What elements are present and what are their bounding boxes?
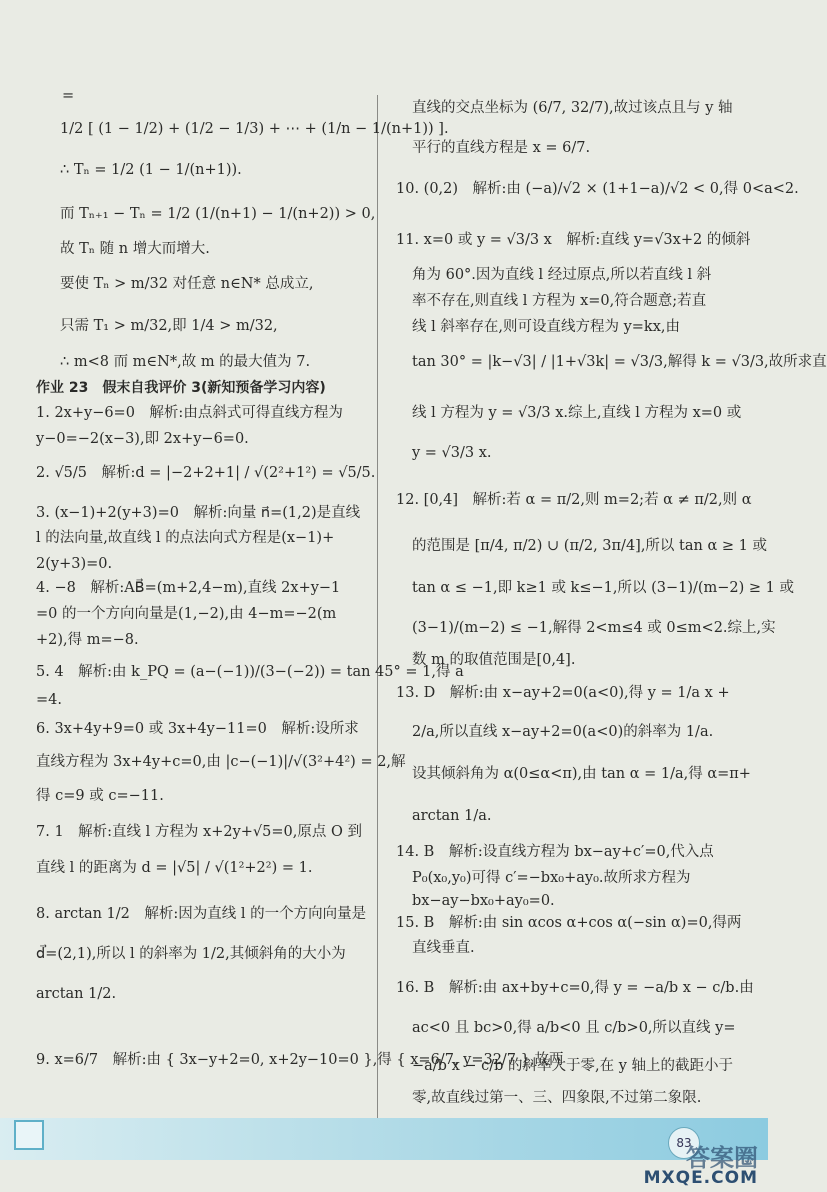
text-line: tan α ≤ −1,即 k≥1 或 k≤−1,所以 (3−1)/(m−2) ≥ 1 或	[412, 580, 795, 596]
answer-2: 2. √5/5 解析:d = |−2+2+1| / √(2²+1²) = √5/5.	[36, 465, 376, 481]
text-line: 设其倾斜角为 α(0≤α<π),由 tan α = 1/a,得 α=π+	[412, 766, 751, 782]
text-line: 直线的交点坐标为 (6/7, 32/7),故过该点且与 y 轴	[412, 100, 733, 116]
watermark-logo	[640, 1144, 764, 1190]
section-heading: 作业 23 假末自我评价 3(新知预备学习内容)	[36, 380, 326, 396]
text-line: 平行的直线方程是 x = 6/7.	[412, 140, 591, 156]
text-line: tan 30° = |k−√3| / |1+√3k| = √3/3,解得 k = √3/3,故所求直	[412, 354, 827, 370]
text-line: 直线方程为 3x+4y+c=0,由 |c−(−1)|/√(3²+4²) = 2,解	[36, 754, 406, 770]
answer-14: 14. B 解析:设直线方程为 bx−ay+c′=0,代入点	[396, 844, 714, 860]
text-line: P₀(x₀,y₀)可得 c′=−bx₀+ay₀.故所求方程为	[412, 870, 691, 886]
text-line: d⃗=(2,1),所以 l 的斜率为 1/2,其倾斜角的大小为	[36, 946, 346, 962]
text-line: arctan 1/2.	[36, 986, 117, 1002]
text-line: 2(y+3)=0.	[36, 556, 113, 572]
text-line: 直线 l 的距离为 d = |√5| / √(1²+2²) = 1.	[36, 860, 313, 876]
text-line: =4.	[36, 692, 62, 708]
text-line: =0 的一个方向向量是(1,−2),由 4−m=−2(m	[36, 606, 337, 622]
text-line: 只需 T₁ > m/32,即 1/4 > m/32,	[60, 318, 278, 334]
text-line: 1/2 [ (1 − 1/2) + (1/2 − 1/3) + ⋯ + (1/n − 1/(n+1)) ].	[60, 121, 449, 137]
text-line: 的范围是 [π/4, π/2) ∪ (π/2, 3π/4],所以 tan α ≥ 1 或	[412, 538, 767, 554]
text-line: 而 Tₙ₊₁ − Tₙ = 1/2 (1/(n+1) − 1/(n+2)) > 0,	[60, 206, 376, 222]
answer-5: 5. 4 解析:由 k_PQ = (a−(−1))/(3−(−2)) = tan 45° = 1,得 a	[36, 664, 464, 680]
text-line: 零,故直线过第一、三、四象限,不过第二象限.	[412, 1090, 702, 1106]
text-line: 线 l 斜率存在,则可设直线方程为 y=kx,由	[412, 319, 680, 335]
answer-16: 16. B 解析:由 ax+by+c=0,得 y = −a/b x − c/b.由	[396, 980, 754, 996]
text-line: 2/a,所以直线 x−ay+2=0(a<0)的斜率为 1/a.	[412, 724, 714, 740]
text-line: +2),得 m=−8.	[36, 632, 139, 648]
text-line: −a/b x − c/b 的斜率大于零,在 y 轴上的截距小于	[412, 1058, 734, 1074]
text-line: 直线垂直.	[412, 940, 475, 956]
text-line: bx−ay−bx₀+ay₀=0.	[412, 893, 555, 909]
answer-11: 11. x=0 或 y = √3/3 x 解析:直线 y=√3x+2 的倾斜	[396, 232, 751, 248]
answer-13: 13. D 解析:由 x−ay+2=0(a<0),得 y = 1/a x +	[396, 685, 730, 701]
text-line: ∴ m<8 而 m∈N*,故 m 的最大值为 7.	[60, 354, 311, 370]
text-line: 故 Tₙ 随 n 增大而增大.	[60, 241, 210, 257]
watermark-text: 答案圈	[686, 1144, 758, 1172]
answer-10: 10. (0,2) 解析:由 (−a)/√2 × (1+1−a)/√2 < 0,得 0<a<2.	[396, 181, 799, 197]
answer-6: 6. 3x+4y+9=0 或 3x+4y−11=0 解析:设所求	[36, 721, 359, 737]
text-line: y−0=−2(x−3),即 2x+y−6=0.	[36, 431, 249, 447]
answer-9: 9. x=6/7 解析:由 { 3x−y+2=0, x+2y−10=0 },得 { x=6/7, y=32/7 },故两	[36, 1052, 564, 1068]
text-line: =	[62, 88, 75, 104]
text-line: ac<0 且 bc>0,得 a/b<0 且 c/b>0,所以直线 y=	[412, 1020, 736, 1036]
text-line: arctan 1/a.	[412, 808, 492, 824]
footer-square-icon	[14, 1120, 44, 1150]
answer-15: 15. B 解析:由 sin αcos α+cos α(−sin α)=0,得两	[396, 915, 742, 931]
text-line: 要使 Tₙ > m/32 对任意 n∈N* 总成立,	[60, 276, 314, 292]
answer-8: 8. arctan 1/2 解析:因为直线 l 的一个方向向量是	[36, 906, 367, 922]
column-divider	[377, 95, 378, 1125]
text-line: (3−1)/(m−2) ≤ −1,解得 2<m≤4 或 0≤m<2.综上,实	[412, 620, 776, 636]
text-line: l 的法向量,故直线 l 的点法向式方程是(x−1)+	[36, 530, 335, 546]
text-line: 线 l 方程为 y = √3/3 x.综上,直线 l 方程为 x=0 或	[412, 405, 742, 421]
page-number: 83	[668, 1127, 700, 1159]
text-line: 角为 60°.因为直线 l 经过原点,所以若直线 l 斜	[412, 267, 712, 283]
answer-3: 3. (x−1)+2(y+3)=0 解析:向量 n⃗=(1,2)是直线	[36, 505, 361, 521]
answer-12: 12. [0,4] 解析:若 α = π/2,则 m=2;若 α ≠ π/2,则 α	[396, 492, 752, 508]
text-line: 数 m 的取值范围是[0,4].	[412, 652, 576, 668]
text-line: y = √3/3 x.	[412, 445, 492, 461]
watermark-url: MXQE.COM	[643, 1168, 758, 1188]
text-line: ∴ Tₙ = 1/2 (1 − 1/(n+1)).	[60, 162, 242, 178]
answer-4: 4. −8 解析:AB⃗=(m+2,4−m),直线 2x+y−1	[36, 580, 341, 596]
answer-7: 7. 1 解析:直线 l 方程为 x+2y+√5=0,原点 O 到	[36, 824, 362, 840]
text-line: 得 c=9 或 c=−11.	[36, 788, 164, 804]
answer-1: 1. 2x+y−6=0 解析:由点斜式可得直线方程为	[36, 405, 343, 421]
text-line: 率不存在,则直线 l 方程为 x=0,符合题意;若直	[412, 293, 707, 309]
